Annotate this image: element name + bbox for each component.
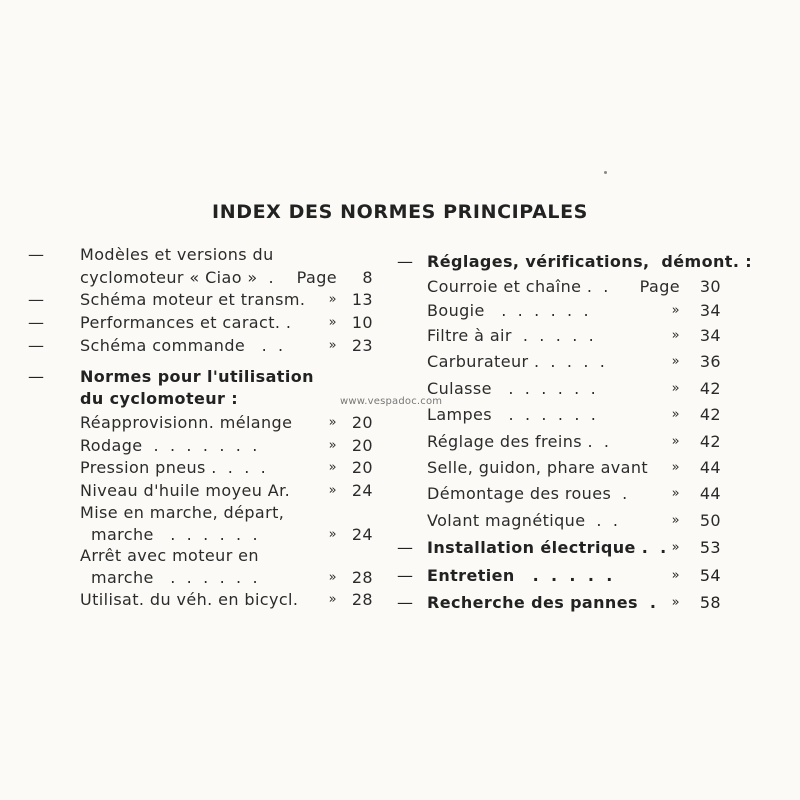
entry-label: du cyclomoteur : <box>80 389 239 408</box>
entry-page-number: 24 <box>351 481 373 500</box>
entry-page-ref: » <box>328 570 337 585</box>
entry-label: Bougie . . . . . . <box>427 301 589 320</box>
entry-dash: — <box>397 252 414 271</box>
scan-speck <box>604 171 607 174</box>
entry-label: Pression pneus . . . . <box>80 458 267 477</box>
entry-page-number: 28 <box>351 568 373 587</box>
entry-page-ref: » <box>671 595 680 610</box>
entry-label: Recherche des pannes . <box>427 593 657 612</box>
entry-page-ref: » <box>328 338 337 353</box>
entry-page-number: 36 <box>699 352 721 371</box>
entry-dash: — <box>397 593 414 612</box>
entry-page-number: 8 <box>362 268 373 287</box>
entry-label: Schéma commande . . <box>80 336 284 355</box>
entry-page-number: 50 <box>699 511 721 530</box>
entry-label: Entretien . . . . . <box>427 566 613 585</box>
entry-label: Installation électrique . . <box>427 538 667 557</box>
entry-page-number: 10 <box>351 313 373 332</box>
entry-page-ref: » <box>671 568 680 583</box>
entry-page-ref: » <box>328 483 337 498</box>
entry-page-ref: » <box>328 315 337 330</box>
entry-page-ref: » <box>671 434 680 449</box>
index-entry <box>0 300 800 322</box>
index-entry <box>0 592 800 614</box>
entry-page-number: 42 <box>699 432 721 451</box>
entry-label: Performances et caract. . <box>80 313 292 332</box>
entry-label: Arrêt avec moteur en <box>80 546 259 565</box>
entry-dash: — <box>28 313 45 332</box>
entry-label: Schéma moteur et transm. <box>80 290 306 309</box>
entry-page-ref: » <box>328 592 337 607</box>
entry-page-ref: » <box>328 292 337 307</box>
entry-page-ref: » <box>671 328 680 343</box>
page-title: INDEX DES NORMES PRINCIPALES <box>212 201 588 223</box>
entry-label: Courroie et chaîne . . <box>427 277 609 296</box>
entry-label: Démontage des roues . <box>427 484 628 503</box>
entry-page-number: 58 <box>699 593 721 612</box>
entry-label: Lampes . . . . . . <box>427 405 597 424</box>
entry-dash: — <box>28 336 45 355</box>
index-entry <box>0 351 800 373</box>
entry-label: Mise en marche, départ, <box>80 503 285 522</box>
index-entry <box>0 325 800 347</box>
entry-page-ref: » <box>671 407 680 422</box>
index-entry <box>0 565 800 587</box>
entry-label: Niveau d'huile moyeu Ar. <box>80 481 291 500</box>
entry-page-number: 53 <box>699 538 721 557</box>
entry-label: Selle, guidon, phare avant <box>427 458 649 477</box>
entry-page-ref: » <box>328 527 337 542</box>
index-entry <box>0 457 800 479</box>
entry-label: cyclomoteur « Ciao » . <box>80 268 275 287</box>
entry-page-ref: Page <box>639 277 680 296</box>
entry-page-ref: » <box>671 354 680 369</box>
entry-label: Réglage des freins . . <box>427 432 610 451</box>
entry-page-number: 34 <box>699 326 721 345</box>
entry-page-ref: » <box>671 513 680 528</box>
entry-page-number: 54 <box>699 566 721 585</box>
entry-page-number: 44 <box>699 484 721 503</box>
index-entry <box>0 510 800 532</box>
entry-label: Modèles et versions du <box>80 245 274 264</box>
entry-page-ref: » <box>328 415 337 430</box>
entry-page-ref: » <box>328 438 337 453</box>
entry-label: Carburateur . . . . . <box>427 352 606 371</box>
entry-page-number: 44 <box>699 458 721 477</box>
entry-label: marche . . . . . . <box>80 568 259 587</box>
entry-dash: — <box>28 367 45 386</box>
entry-page-ref: » <box>671 381 680 396</box>
entry-page-ref: » <box>671 303 680 318</box>
index-entry <box>0 483 800 505</box>
entry-page-number: 20 <box>351 458 373 477</box>
entry-label: Réapprovisionn. mélange <box>80 413 293 432</box>
entry-label: Réglages, vérifications, démont. : <box>427 252 753 271</box>
entry-label: Filtre à air . . . . . <box>427 326 595 345</box>
entry-page-ref: » <box>671 486 680 501</box>
entry-page-number: 28 <box>351 590 373 609</box>
entry-page-number: 34 <box>699 301 721 320</box>
entry-page-ref: » <box>671 460 680 475</box>
entry-page-number: 30 <box>699 277 721 296</box>
entry-page-ref: » <box>671 540 680 555</box>
entry-page-number: 20 <box>351 436 373 455</box>
entry-label: Normes pour l'utilisation <box>80 367 314 386</box>
index-entry <box>0 431 800 453</box>
entry-page-number: 23 <box>351 336 373 355</box>
index-entry <box>0 276 800 298</box>
watermark: www.vespadoc.com <box>340 396 443 407</box>
entry-page-number: 13 <box>351 290 373 309</box>
index-entry <box>0 537 800 559</box>
entry-page-number: 42 <box>699 379 721 398</box>
entry-label: Utilisat. du véh. en bicycl. <box>80 590 299 609</box>
entry-dash: — <box>397 566 414 585</box>
entry-page-number: 20 <box>351 413 373 432</box>
entry-label: Culasse . . . . . . <box>427 379 597 398</box>
entry-dash: — <box>397 538 414 557</box>
index-entry <box>0 378 800 400</box>
index-entry <box>0 251 800 273</box>
entry-label: Rodage . . . . . . . <box>80 436 258 455</box>
entry-page-ref: Page <box>296 268 337 287</box>
entry-page-number: 42 <box>699 405 721 424</box>
entry-label: marche . . . . . . <box>80 525 259 544</box>
entry-dash: — <box>28 245 45 264</box>
entry-dash: — <box>28 290 45 309</box>
entry-page-ref: » <box>328 460 337 475</box>
entry-label: Volant magnétique . . <box>427 511 619 530</box>
index-entry <box>0 404 800 426</box>
entry-page-number: 24 <box>351 525 373 544</box>
